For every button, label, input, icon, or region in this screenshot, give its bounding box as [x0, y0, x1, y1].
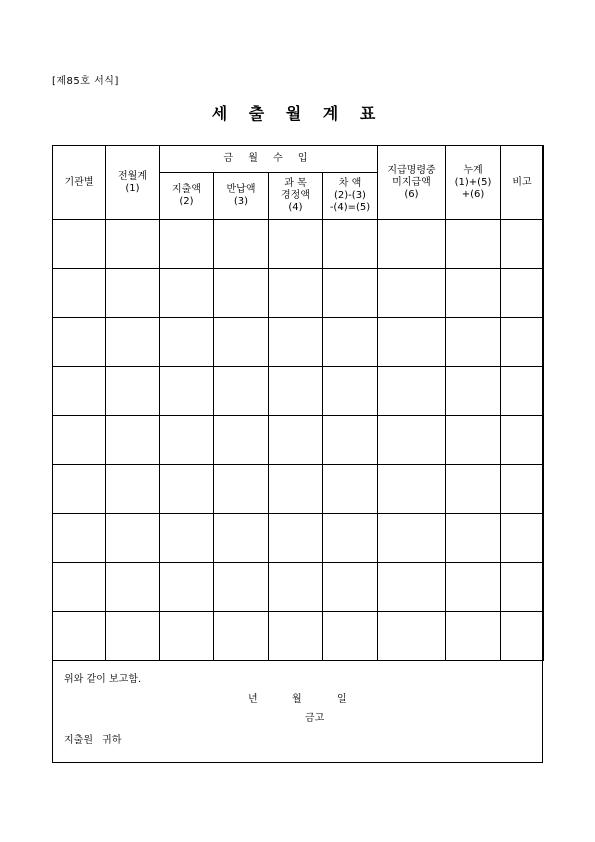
- table-cell[interactable]: [501, 514, 544, 563]
- header-returned: 반납액 (3): [214, 173, 269, 220]
- table-cell[interactable]: [214, 465, 269, 514]
- table-cell[interactable]: [323, 367, 378, 416]
- table-cell[interactable]: [53, 514, 106, 563]
- table-cell[interactable]: [53, 318, 106, 367]
- table-cell[interactable]: [160, 416, 214, 465]
- table-cell[interactable]: [269, 563, 323, 612]
- table-cell[interactable]: [269, 318, 323, 367]
- table-cell[interactable]: [323, 416, 378, 465]
- table-cell[interactable]: [446, 269, 501, 318]
- monthly-expenditure-table: [52, 145, 544, 661]
- header-row-1: [53, 146, 544, 173]
- table-cell[interactable]: [106, 612, 160, 661]
- header-unpaid-order: 지급명령중 미지급액 (6): [378, 146, 446, 220]
- table-row: [53, 465, 544, 514]
- date-day-label: 일: [337, 694, 347, 705]
- table-cell[interactable]: [160, 563, 214, 612]
- treasury-label: 금고: [305, 713, 325, 724]
- table-cell[interactable]: [446, 465, 501, 514]
- table-row: [53, 318, 544, 367]
- table-cell[interactable]: [160, 514, 214, 563]
- table-cell[interactable]: [446, 563, 501, 612]
- table-cell[interactable]: [446, 514, 501, 563]
- table-cell[interactable]: [160, 269, 214, 318]
- table-cell[interactable]: [106, 514, 160, 563]
- table-cell[interactable]: [446, 318, 501, 367]
- table-cell[interactable]: [446, 416, 501, 465]
- addressee: 지출원 귀하: [64, 735, 122, 746]
- header-difference: 차 액 (2)-(3) -(4)=(5): [323, 173, 378, 220]
- table-cell[interactable]: [106, 269, 160, 318]
- table-cell[interactable]: [214, 514, 269, 563]
- table-row: [53, 367, 544, 416]
- table-cell[interactable]: [214, 416, 269, 465]
- table-cell[interactable]: [378, 367, 446, 416]
- table-cell[interactable]: [323, 220, 378, 269]
- table-cell[interactable]: [269, 269, 323, 318]
- table-cell[interactable]: [269, 220, 323, 269]
- table-cell[interactable]: [323, 318, 378, 367]
- table-cell[interactable]: [323, 465, 378, 514]
- table-cell[interactable]: [501, 318, 544, 367]
- table-cell[interactable]: [501, 416, 544, 465]
- table-cell[interactable]: [214, 269, 269, 318]
- table-row: [53, 416, 544, 465]
- table-cell[interactable]: [160, 220, 214, 269]
- table-cell[interactable]: [160, 367, 214, 416]
- table-cell[interactable]: [446, 612, 501, 661]
- table-cell[interactable]: [378, 416, 446, 465]
- table-cell[interactable]: [378, 563, 446, 612]
- table-cell[interactable]: [501, 465, 544, 514]
- table-cell[interactable]: [378, 465, 446, 514]
- table-cell[interactable]: [501, 563, 544, 612]
- table-cell[interactable]: [160, 465, 214, 514]
- table-cell[interactable]: [53, 269, 106, 318]
- header-monthly-revenue: 금 월 수 입: [160, 146, 378, 173]
- table-cell[interactable]: [106, 563, 160, 612]
- table-cell[interactable]: [106, 465, 160, 514]
- table-cell[interactable]: [269, 367, 323, 416]
- table-cell[interactable]: [378, 612, 446, 661]
- table-cell[interactable]: [214, 318, 269, 367]
- table-cell[interactable]: [323, 514, 378, 563]
- header-expenditure: 지출액 (2): [160, 173, 214, 220]
- table-cell[interactable]: [53, 220, 106, 269]
- report-statement: 위와 같이 보고함.: [64, 674, 142, 685]
- table-cell[interactable]: [323, 612, 378, 661]
- table-cell[interactable]: [106, 318, 160, 367]
- table-row: [53, 220, 544, 269]
- table-cell[interactable]: [53, 367, 106, 416]
- table-cell[interactable]: [378, 220, 446, 269]
- header-category-correction: 과 목 경정액 (4): [269, 173, 323, 220]
- table-cell[interactable]: [501, 367, 544, 416]
- table-cell[interactable]: [214, 563, 269, 612]
- header-agency: 기관별: [53, 146, 106, 220]
- table-row: [53, 563, 544, 612]
- table-row: [53, 269, 544, 318]
- table-cell[interactable]: [106, 220, 160, 269]
- table-cell[interactable]: [53, 416, 106, 465]
- header-prev-month-total: 전월계 (1): [106, 146, 160, 220]
- table-row: [53, 612, 544, 661]
- table-cell[interactable]: [323, 269, 378, 318]
- table-cell[interactable]: [269, 514, 323, 563]
- header-cumulative: 누계 (1)+(5) +(6): [446, 146, 501, 220]
- table-cell[interactable]: [269, 465, 323, 514]
- table-cell[interactable]: [214, 367, 269, 416]
- date-month-label: 월: [292, 694, 302, 705]
- table-cell[interactable]: [53, 563, 106, 612]
- table-cell[interactable]: [106, 367, 160, 416]
- table-cell[interactable]: [53, 465, 106, 514]
- table-cell[interactable]: [446, 220, 501, 269]
- form-number: [제85호 서식]: [52, 76, 119, 87]
- table-row: [53, 514, 544, 563]
- table-cell[interactable]: [214, 220, 269, 269]
- table-cell[interactable]: [378, 269, 446, 318]
- header-remarks: 비고: [501, 146, 544, 220]
- date-year-label: 년: [248, 694, 258, 705]
- table-cell[interactable]: [501, 220, 544, 269]
- table-cell[interactable]: [501, 612, 544, 661]
- table-cell[interactable]: [214, 612, 269, 661]
- table-cell[interactable]: [269, 612, 323, 661]
- table-cell[interactable]: [501, 269, 544, 318]
- table-cell[interactable]: [446, 367, 501, 416]
- table-cell[interactable]: [323, 563, 378, 612]
- table-cell[interactable]: [160, 612, 214, 661]
- table-cell[interactable]: [53, 612, 106, 661]
- page-title: 세 출 월 계 표: [211, 104, 384, 123]
- table-cell[interactable]: [378, 514, 446, 563]
- table-cell[interactable]: [269, 416, 323, 465]
- table-cell[interactable]: [378, 318, 446, 367]
- table-cell[interactable]: [106, 416, 160, 465]
- table-cell[interactable]: [160, 318, 214, 367]
